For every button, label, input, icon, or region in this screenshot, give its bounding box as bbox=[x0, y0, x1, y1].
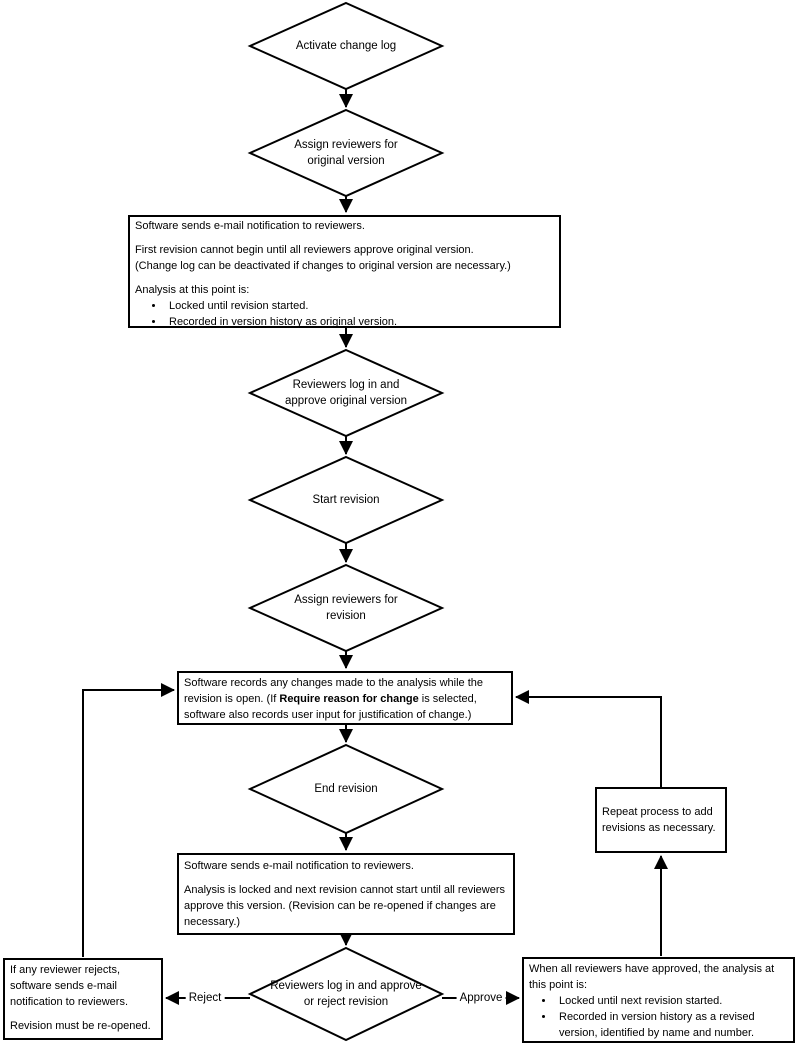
edge-repeat-loop-to-records bbox=[516, 697, 661, 787]
notify-original-line3: (Change log can be deactivated if changes to original version are necessary.) bbox=[135, 260, 511, 272]
bullet-item: • Locked until revision started. bbox=[165, 298, 554, 314]
records-changes-box bbox=[177, 671, 513, 725]
end-revision-label: End revision bbox=[314, 783, 378, 795]
repeat-process-box bbox=[595, 787, 727, 853]
notify-original-bullet-list bbox=[135, 298, 554, 330]
assign-reviewers-original-label: Assign reviewers for original version bbox=[294, 139, 398, 167]
approve-outcome-bullet-list bbox=[529, 993, 788, 1041]
start-revision-label: Start revision bbox=[312, 494, 380, 506]
reviewers-approve-original-label: Reviewers log in and approve original version bbox=[284, 379, 408, 407]
records-changes-pre: Software records any changes made to the analysis while the revision is open. (If bbox=[184, 677, 483, 705]
reject-outcome-box bbox=[3, 958, 163, 1040]
approve-outcome-box bbox=[522, 957, 795, 1043]
reject-outcome-line1: If any reviewer rejects, software sends e-mail notification to reviewers. bbox=[10, 964, 128, 1008]
approve-edge-label: Approve bbox=[457, 992, 506, 1004]
approve-reject-label: Reviewers log in and approve or reject revision bbox=[270, 980, 422, 1008]
records-changes-post: is selected, software also records user input for justification of change.) bbox=[184, 693, 477, 721]
reject-edge-label: Reject bbox=[186, 992, 225, 1004]
notify-original-line1: Software sends e-mail notification to reviewers. bbox=[135, 220, 365, 232]
activate-change-log-label: Activate change log bbox=[295, 40, 397, 52]
records-changes-bold: Require reason for change bbox=[279, 693, 419, 705]
notify-revision-line1: Software sends e-mail notification to reviewers. bbox=[184, 860, 414, 872]
notify-reviewers-original-box bbox=[128, 215, 561, 328]
assign-reviewers-revision-label: Assign reviewers for revision bbox=[294, 594, 398, 622]
repeat-process-text: Repeat process to add revisions as necessary. bbox=[602, 806, 716, 834]
bullet-item: • Recorded in version history as a revised version, identified by name and number. bbox=[555, 1009, 788, 1041]
reject-outcome-line2: Revision must be re-opened. bbox=[10, 1020, 151, 1032]
notify-reviewers-revision-box bbox=[177, 853, 515, 935]
approve-outcome-line1: When all reviewers have approved, the analysis at this point is: bbox=[529, 963, 775, 991]
records-changes-text bbox=[184, 675, 506, 723]
notify-original-line4: Analysis at this point is: bbox=[135, 284, 250, 296]
bullet-item: • Recorded in version history as original version. bbox=[165, 314, 554, 330]
edge-reject-loop-to-records bbox=[83, 690, 174, 957]
notify-original-line2: First revision cannot begin until all reviewers approve original version. bbox=[135, 244, 474, 256]
bullet-item: • Locked until next revision started. bbox=[555, 993, 788, 1009]
notify-revision-line2: Analysis is locked and next revision cannot start until all reviewers approve this version. (Revision can be re-opened if changes are necessary.) bbox=[184, 884, 505, 928]
